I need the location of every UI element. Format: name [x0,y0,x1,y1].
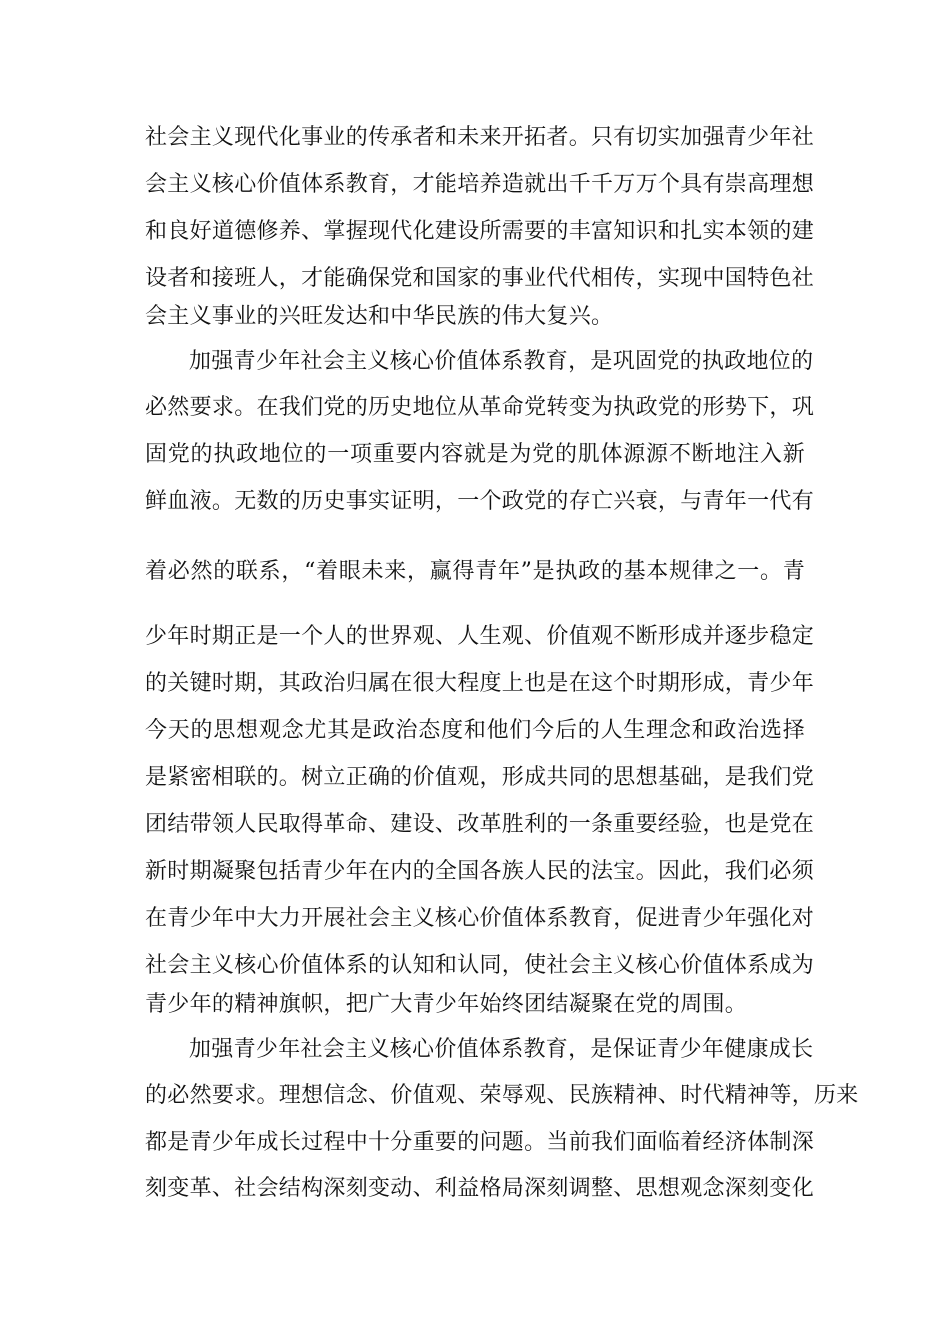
paragraph-line: 会主义事业的兴旺发达和中华民族的伟大复兴。 [145,304,614,329]
paragraph-line: 着必然的联系，“着眼未来，赢得青年”是执政的基本规律之一。青 [145,559,805,584]
paragraph-line: 设者和接班人，才能确保党和国家的事业代代相传，实现中国特色社 [145,266,815,291]
paragraph-line: 今天的思想观念尤其是政治态度和他们今后的人生理念和政治选择 [145,718,805,743]
paragraph-line: 必然要求。在我们党的历史地位从革命党转变为执政党的形势下，巩 [145,395,815,420]
paragraph-line: 是紧密相联的。树立正确的价值观，形成共同的思想基础，是我们党 [145,765,815,790]
paragraph-line: 固党的执政地位的一项重要内容就是为党的肌体源源不断地注入新 [145,442,805,467]
paragraph-line: 青少年的精神旗帜，把广大青少年始终团结凝聚在党的周围。 [145,992,748,1017]
paragraph-line: 都是青少年成长过程中十分重要的问题。当前我们面临着经济体制深 [145,1130,815,1155]
paragraph-line: 加强青少年社会主义核心价值体系教育，是巩固党的执政地位的 [189,349,814,374]
paragraph-line: 新时期凝聚包括青少年在内的全国各族人民的法宝。因此，我们必须 [145,859,815,884]
paragraph-line: 会主义核心价值体系教育，才能培养造就出千千万万个具有崇高理想 [145,172,815,197]
paragraph-line: 在青少年中大力开展社会主义核心价值体系教育，促进青少年强化对 [145,906,815,931]
paragraph-line: 刻变革、社会结构深刻变动、利益格局深刻调整、思想观念深刻变化 [145,1176,815,1201]
paragraph-line: 加强青少年社会主义核心价值体系教育，是保证青少年健康成长 [189,1037,814,1062]
paragraph-line: 社会主义核心价值体系的认知和认同，使社会主义核心价值体系成为 [145,953,815,978]
paragraph-line: 团结带领人民取得革命、建设、改革胜利的一条重要经验，也是党在 [145,812,815,837]
paragraph-line: 少年时期正是一个人的世界观、人生观、价值观不断形成并逐步稳定 [145,624,815,649]
paragraph-line: 的关键时期，其政治归属在很大程度上也是在这个时期形成，青少年 [145,671,815,696]
paragraph-line: 鲜血液。无数的历史事实证明，一个政党的存亡兴衰，与青年一代有 [145,489,815,514]
paragraph-line: 的必然要求。理想信念、价值观、荣辱观、民族精神、时代精神等，历来 [145,1083,859,1108]
paragraph-line: 和良好道德修养、掌握现代化建设所需要的丰富知识和扎实本领的建 [145,219,815,244]
paragraph-line: 社会主义现代化事业的传承者和未来开拓者。只有切实加强青少年社 [145,125,815,150]
